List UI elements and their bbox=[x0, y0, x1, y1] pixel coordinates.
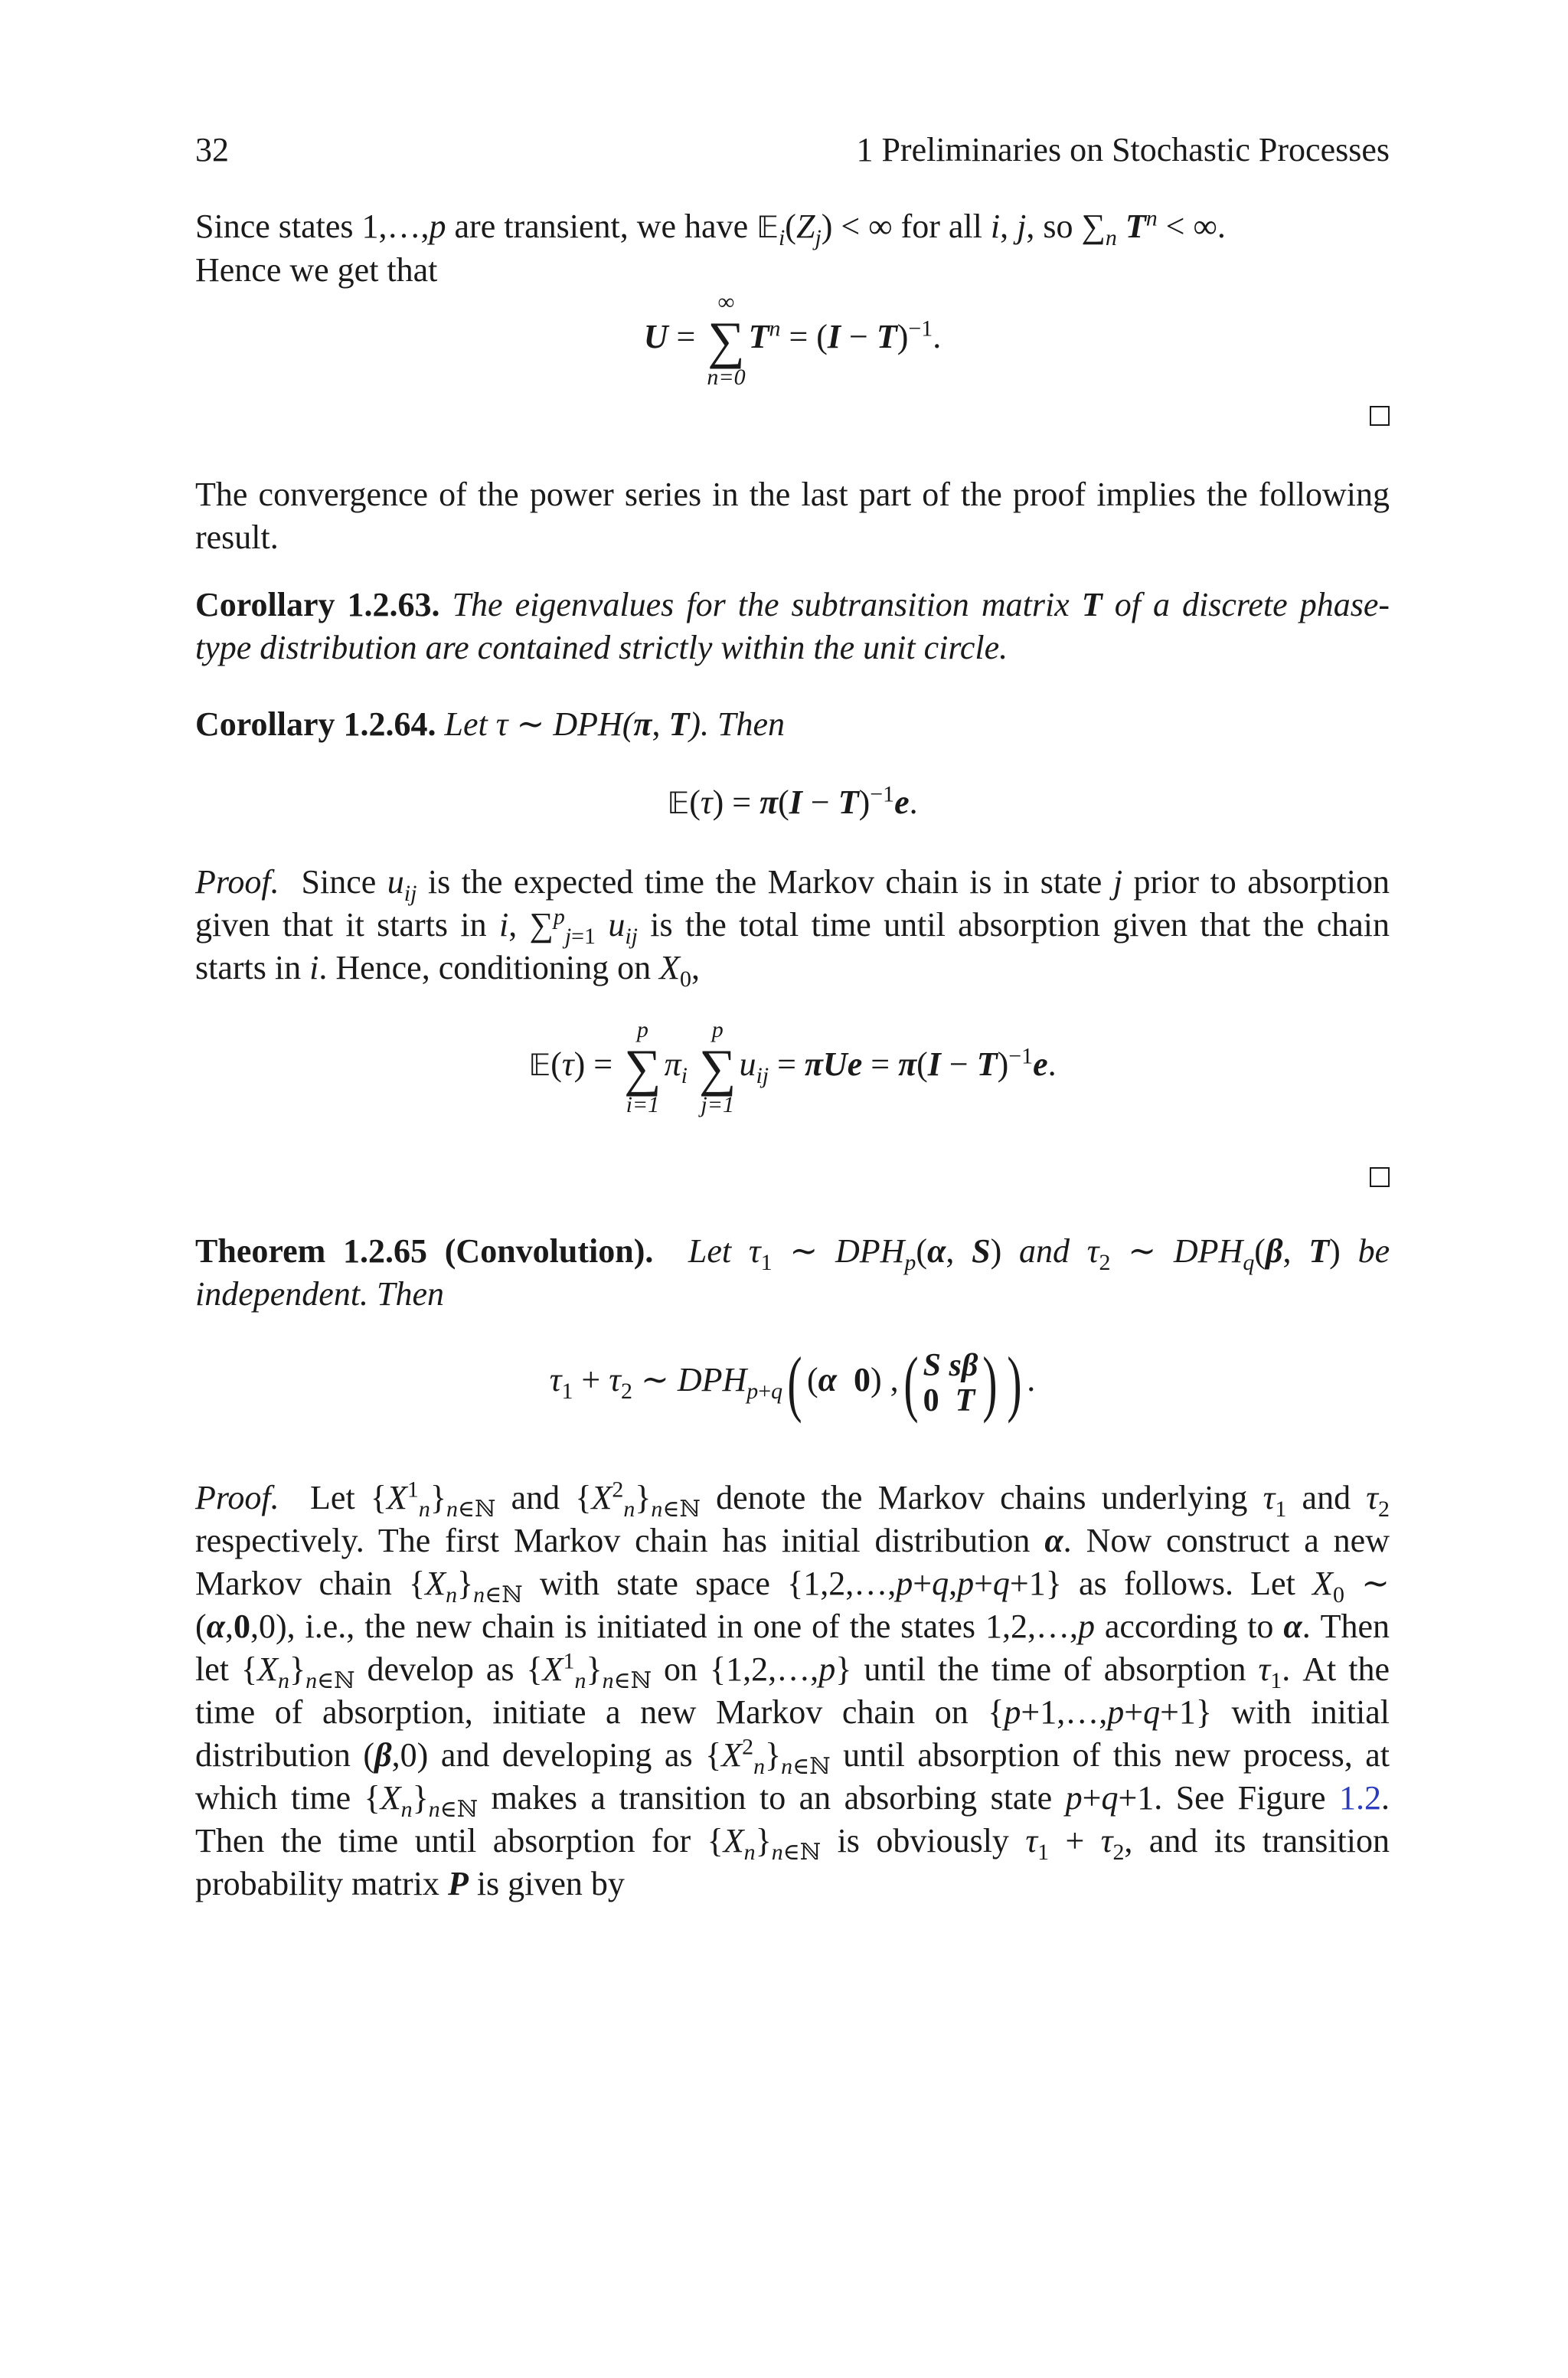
equation-convolution: $\tau_1 + \tau_2$ ∼ $DPH_{p+q}$( (α 0) ,( S sβ 0 T ) ) . bbox=[549, 1342, 1036, 1424]
paragraph-transient: Since states 1,…,p are transient, we have $𝔼_i(Z_j)$ < ∞ for all i, j, so $\sum_n$ $T^n$ < ∞. Hence we get that bbox=[195, 205, 1226, 289]
proof-corollary-64: Proof. Since $u_{ij}$ is the expected time the Markov chain is in state j prior to absorption given that it starts in i, ∑$^p_{j=1}$ $u_{ij}$ is the total time until absorption given that the chain starts in i. Hence, conditioning on $X_0$, bbox=[195, 863, 1390, 992]
equation-expectation: 𝔼(τ) = $\pi(I - T)^{-1}e$. bbox=[667, 781, 918, 821]
equation-expectation-sum: 𝔼(τ) = p ∑ i=1 $\pi_i$ p ∑ j=1 $u_{ij} = \pi Ue = \pi(I - T)^{-1}e$. bbox=[528, 1017, 1057, 1117]
equation-U: U = ∞ ∑ n=0 $T^n = (I - T)^{-1}$. bbox=[643, 289, 942, 390]
paragraph-convergence: The convergence of the power series in the last part of the proof implies the following result. bbox=[195, 476, 1390, 556]
corollary-1-2-64: Corollary 1.2.64. Let τ ∼ DPH(π, T). Then bbox=[195, 705, 785, 743]
theorem-1-2-65: Theorem 1.2.65 (Convolution). Let $\tau_1$ ∼ $DPH_p(\alpha$, S) and $\tau_2$ ∼ $DPH_q(\beta$, T) be independent. Then bbox=[195, 1232, 1390, 1313]
qed-box bbox=[1370, 406, 1390, 426]
running-header: 1 Preliminaries on Stochastic Processes bbox=[856, 131, 1390, 168]
page-number: 32 bbox=[195, 131, 229, 168]
page bbox=[195, 0, 1390, 2378]
proof-theorem-65: Proof. Let $\{X^1_n\}_{n\in ℕ}$ and $\{X^2_n\}_{n\in ℕ}$ denote the Markov chains underlying $\tau_1$ and $\tau_2$ respectively. The first Markov chain has initial distribution α. Now construct a new Markov chain $\{X_n\}_{n\in ℕ}$ with state space {1,2,…,p+q,p+q+1} as follows. Let $X_0$ ∼ (α,0,0), i.e., the new chain is initiated in one of the states 1,2,…,p according to α. Then let $\{X_n\}_{n\in ℕ}$ develop as $\{X^1_n\}_{n\in ℕ}$ on {1,2,…,p} until the time of absorption $\tau_1$. At the time of absorption, initiate a new Markov chain on {p+1,…,p+q+1} with initial distribution (β,0) and developing as $\{X^2_n\}_{n\in ℕ}$ until absorption of this new process, at which time $\{X_n\}_{n\in ℕ}$ makes a transition to an absorbing state p+q+1. See Figure 1.2. Then the time until absorption for $\{X_n\}_{n\in ℕ}$ is obviously $\tau_1 + \tau_2$, and its transition probability matrix P is given by bbox=[195, 1477, 1390, 1902]
figure-link[interactable]: 1.2 bbox=[1338, 1779, 1381, 1817]
corollary-1-2-63: Corollary 1.2.63. The eigenvalues for the subtransition matrix T of a discrete phase-type distribution are contained strictly within the unit circle. bbox=[195, 586, 1390, 666]
qed-box bbox=[1370, 1167, 1390, 1187]
